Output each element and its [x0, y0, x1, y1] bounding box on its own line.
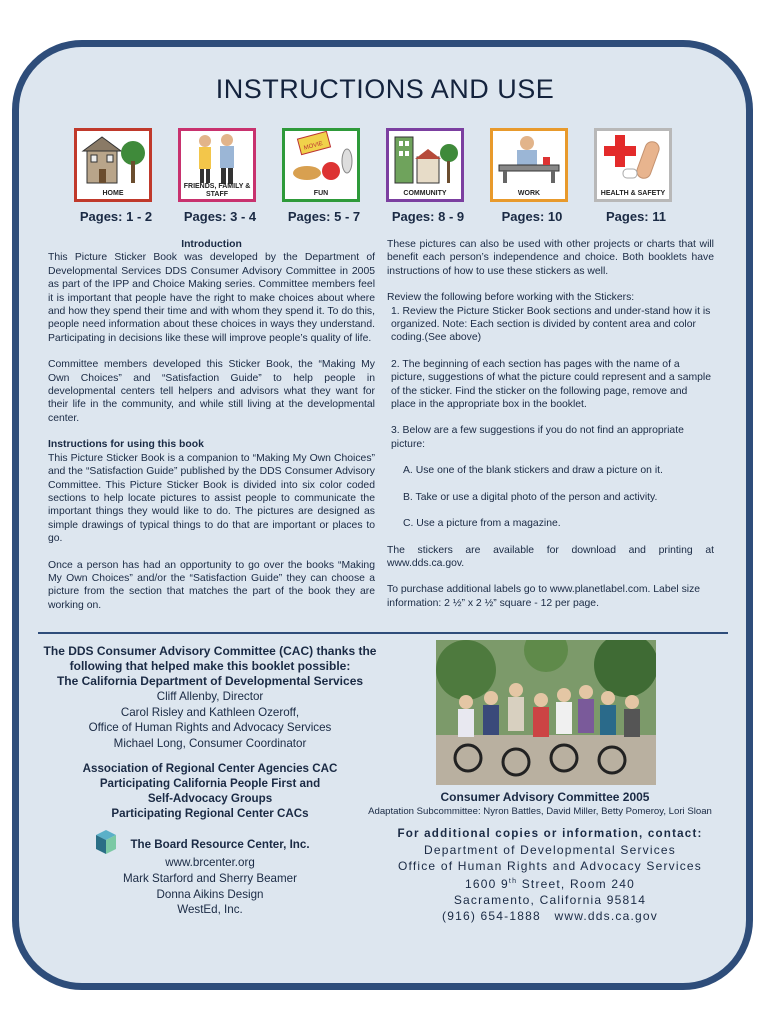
step-2: 2. The beginning of each section has pages with the name of a picture, suggestions of what the picture could represent and a sample of the sticker. Find the sticker on the following page, remove and place in the appropriate box in the booklet.	[391, 358, 711, 411]
credit-group: Association of Regional Center Agencies CAC	[82, 762, 338, 776]
svg-text:MOVIE: MOVIE	[303, 140, 324, 152]
left-column	[48, 238, 375, 612]
suggestion-b: B. Take or use a digital photo of the person and activity.	[403, 491, 658, 503]
credit-name: Office of Human Rights and Advocacy Services	[88, 721, 332, 735]
contact-block	[380, 826, 720, 924]
dds-org: The California Department of Developmental Services	[56, 674, 364, 688]
contact-address: 1600 9th Street, Room 240	[465, 877, 635, 891]
category-label: HOME	[102, 190, 124, 197]
thanks-line: The DDS Consumer Advisory Committee (CAC) thanks the following that helped make this booklet possible:	[43, 644, 377, 673]
category-tile-home	[74, 128, 152, 202]
right-column	[387, 238, 714, 610]
people-icon	[181, 131, 253, 187]
brc-name: The Board Resource Center, Inc.	[130, 838, 310, 852]
category-tile-friends	[178, 128, 256, 202]
pages-home: Pages: 1 - 2	[79, 209, 153, 224]
contact-heading: For additional copies or information, contact:	[397, 827, 703, 840]
movie-ticket-icon	[285, 131, 357, 187]
credit-group: Participating California People First and	[99, 777, 321, 791]
purchase-paragraph: To purchase additional labels go to www.planetlabel.com. Label size information: 2 ½” x 2 ½” square - 12 per page.	[387, 584, 701, 609]
section-divider	[38, 632, 728, 634]
credit-name: Michael Long, Consumer Coordinator	[113, 736, 307, 750]
brc-line-item: WestEd, Inc.	[177, 903, 243, 917]
suggestion-a: A. Use one of the blank stickers and draw a picture on it.	[403, 465, 663, 477]
instructions-paragraph-2: Once a person has had an opportunity to go over the books “Making My Own Choices” and/or the “Satisfaction Guide” they can choose a picture from the section that matches the part of the book they are working on.	[48, 559, 375, 611]
right-paragraph-1: These pictures can also be used with other projects or charts that will benefit each person’s independence and choice. Both booklets have instructions of how to use these stickers as well.	[387, 239, 714, 277]
committee-photo	[436, 640, 656, 785]
category-label: WORK	[517, 190, 541, 197]
intro-paragraph-1: This Picture Sticker Book was developed by the Department of Developmental Services DDS Consumer Advisory Committee in 2005 as part of the IPP and Choice Making series. Committee members feel it is important that people have the right to make choices about where and how they spend their time and with whom they spend it. To do this, people need information about these choices in ways they understand. Participating in decisions like these will improve people’s quality of life.	[48, 252, 375, 344]
brc-line-item: Donna Aikins Design	[156, 887, 264, 901]
credits	[40, 644, 380, 918]
brc-logo-icon	[94, 829, 118, 855]
photo-subcaption: Adaptation Subcommittee: Nyron Battles, David Miller, Betty Pomeroy, Lori Sloan	[368, 806, 712, 817]
category-tile-work	[490, 128, 568, 202]
contact-phone-web: (916) 654-1888 www.dds.ca.gov	[442, 909, 658, 923]
credit-name: Cliff Allenby, Director	[156, 690, 264, 703]
intro-heading: Introduction	[181, 239, 242, 250]
pages-friends: Pages: 3 - 4	[183, 209, 257, 224]
credit-group: Self-Advocacy Groups	[147, 792, 273, 806]
category-tile-community	[386, 128, 464, 202]
step-1: 1. Review the Picture Sticker Book sections and under-stand how it is organized. Note: Each section is divided by content area and color coding.(See above)	[391, 305, 711, 344]
house-icon	[77, 131, 149, 187]
contact-line: Office of Human Rights and Advocacy Services	[397, 859, 703, 873]
brc-line-item: Mark Starford and Sherry Beamer	[123, 871, 297, 885]
intro-paragraph-2: Committee members developed this Sticker Book, the “Making My Own Choices” and “Satisfaction Guide” to help people in developmental centers tell helpers and advisors what they want for their life in the community, and while still living at the developmental center.	[48, 359, 375, 424]
step-3: 3. Below are a few suggestions if you do not find an appropriate picture:	[391, 425, 684, 450]
pages-community: Pages: 8 - 9	[391, 209, 465, 224]
category-label: FUN	[313, 190, 329, 197]
contact-line: Department of Developmental Services	[424, 843, 676, 857]
group-photo-illustration	[436, 640, 656, 785]
download-paragraph: The stickers are available for download and printing at www.dds.ca.gov.	[387, 544, 714, 569]
category-label: COMMUNITY	[403, 190, 447, 197]
category-tile-health	[594, 128, 672, 202]
review-line: Review the following before working with the Stickers:	[387, 292, 635, 304]
desk-worker-icon	[493, 131, 565, 187]
category-label: HEALTH & SAFETY	[600, 190, 666, 197]
brc-line	[40, 835, 380, 855]
page-title: INSTRUCTIONS AND USE	[215, 74, 555, 104]
photo-caption: Consumer Advisory Committee 2005	[440, 790, 650, 804]
credit-group: Participating Regional Center CACs	[111, 807, 309, 821]
category-label: FRIENDS, FAMILY & STAFF	[183, 183, 251, 198]
pages-health: Pages: 11	[606, 209, 666, 224]
category-tile-fun	[282, 128, 360, 202]
first-aid-icon	[597, 131, 669, 187]
contact-city: Sacramento, California 95814	[453, 893, 647, 907]
brc-line-item: www.brcenter.org	[165, 856, 255, 870]
instructions-paragraph-1: This Picture Sticker Book is a companion to “Making My Own Choices” and the “Satisfaction Guide” published by the DDS Consumer Advisory Committee. This Picture Sticker Book is divided into six color coded sections to help locate pictures to assist people to communicate the important things they would like to do. The pictures are designed as simple drawings of typical things to do that are important or places to go.	[48, 452, 375, 545]
pages-fun: Pages: 5 - 7	[287, 209, 361, 224]
pages-work: Pages: 10	[501, 209, 563, 224]
credit-name: Carol Risley and Kathleen Ozeroff,	[120, 705, 300, 719]
buildings-icon	[389, 131, 461, 187]
instructions-heading: Instructions for using this book	[48, 439, 204, 451]
suggestion-c: C. Use a picture from a magazine.	[403, 518, 561, 530]
